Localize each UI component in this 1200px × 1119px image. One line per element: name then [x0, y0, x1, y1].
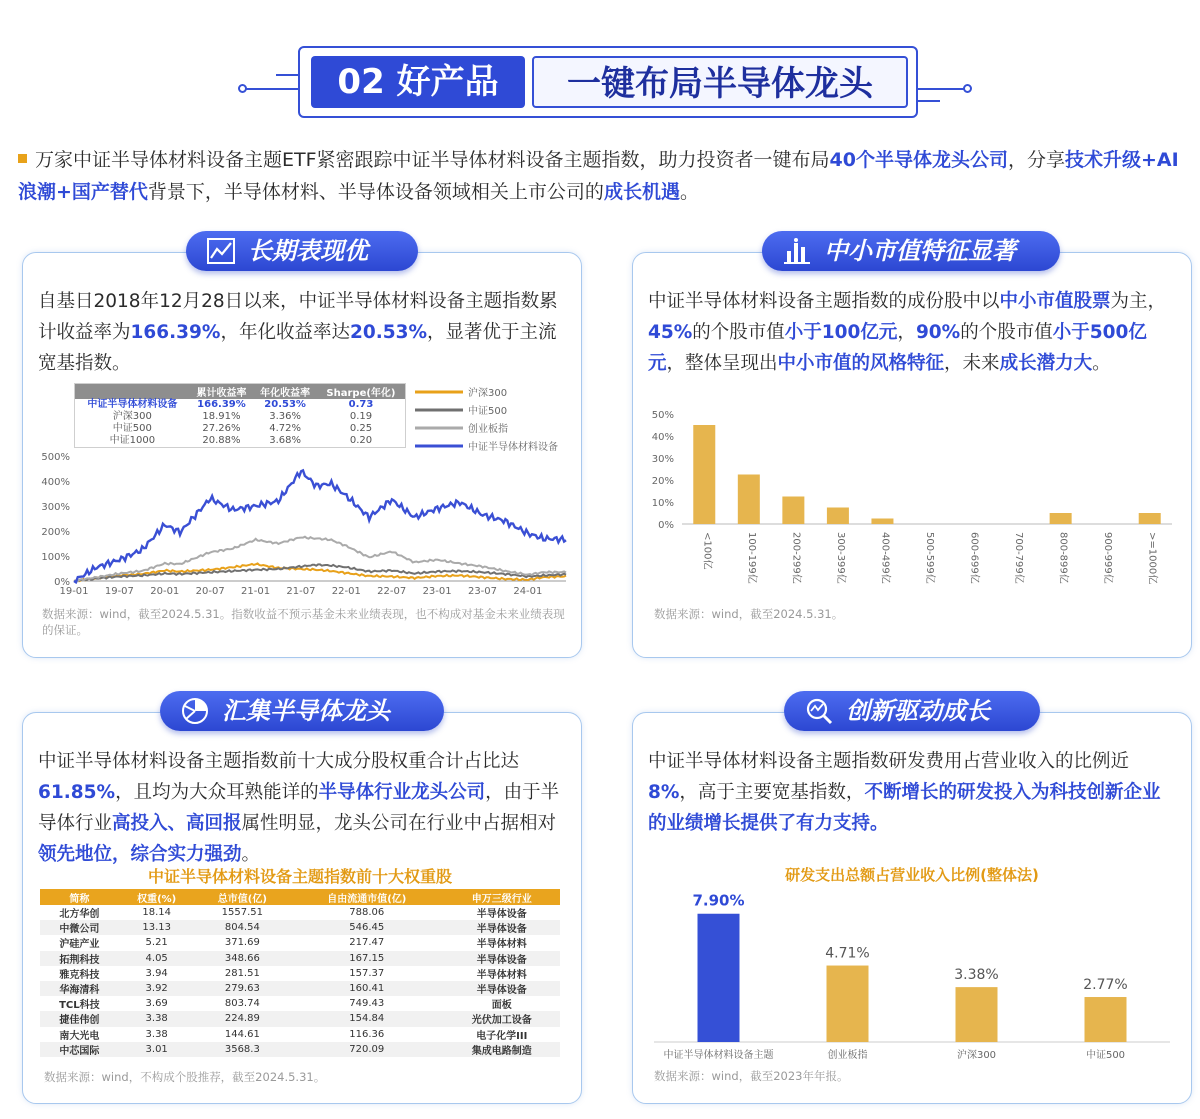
- panel3-title: 汇集半导体龙头: [222, 697, 390, 725]
- y-tick-label: 0%: [658, 520, 674, 531]
- text: 。: [241, 844, 261, 865]
- table-header: 年化收益率: [253, 384, 317, 400]
- text: 中证半导体材料设备主题指数前十大成分股权重合计占比达: [38, 751, 520, 772]
- cell: 0.25: [349, 423, 373, 434]
- cell: 3.94: [145, 967, 168, 979]
- intro-text: 万家中证半导体材料设备主题ETF紧密跟踪中证半导体材料设备主题指数，助力投资者一键布局: [35, 149, 830, 171]
- cell: 面板: [491, 1000, 512, 1012]
- panel2-text: [648, 286, 1178, 379]
- x-tick-label: 中证半导体材料设备主题: [663, 1050, 774, 1061]
- text: ，且均为大众耳熟能详的: [115, 782, 319, 803]
- panel4-text: [648, 746, 1178, 839]
- bar: [1050, 513, 1072, 524]
- cell: 半导体材料: [476, 939, 527, 951]
- cell: 157.37: [349, 967, 385, 979]
- table-header: 申万三级行业: [444, 889, 560, 905]
- cell: 中证半导体材料设备: [87, 399, 178, 410]
- x-tick-label: 400-499亿: [879, 532, 891, 584]
- panel4-title: 创新驱动成长: [846, 697, 990, 725]
- header-line-left-top: [276, 74, 300, 76]
- bar: [827, 966, 869, 1042]
- text: ，未来: [944, 353, 1000, 374]
- y-tick-label: 300%: [41, 502, 70, 513]
- text: 的个股市值: [960, 322, 1053, 343]
- y-tick-label: 10%: [651, 498, 674, 509]
- x-tick-label: 24-01: [513, 586, 543, 597]
- text: 属性明显，龙头公司在行业中占据相对: [241, 813, 557, 834]
- header-line-left: [246, 88, 300, 90]
- text: 为主，: [1110, 291, 1167, 312]
- magnifier-chart-icon: [804, 697, 834, 725]
- cell: 18.91%: [202, 411, 241, 422]
- intro-highlight: 成长机遇: [603, 181, 680, 203]
- y-tick-label: 200%: [41, 527, 70, 538]
- legend-label: 创业板指: [468, 424, 508, 435]
- cell: 788.06: [349, 907, 385, 919]
- cell: 749.43: [349, 998, 385, 1010]
- y-tick-label: 50%: [651, 410, 674, 421]
- highlight: 45%: [648, 322, 693, 343]
- header-line-right: [916, 88, 966, 90]
- cell: 沪硅产业: [59, 939, 100, 951]
- table-header: Sharpe(年化): [317, 384, 406, 400]
- cell: 光伏加工设备: [444, 1011, 560, 1026]
- highlight: 不断增长的研发投入为科技创新企业的业绩增长提供了有力支持。: [648, 782, 1161, 834]
- bar-chart-icon: [782, 237, 812, 265]
- cell: 中证1000: [109, 435, 156, 446]
- table-header: 总市值(亿): [195, 889, 290, 905]
- x-tick-label: 中证500: [1085, 1050, 1126, 1061]
- intro-paragraph: [18, 144, 1190, 208]
- pie-chart-icon: [180, 697, 210, 725]
- text: ，显著优于主流宽基指数。: [38, 322, 557, 374]
- x-tick-label: 创业板指: [827, 1050, 868, 1061]
- cell: 3.36%: [269, 411, 301, 422]
- cell: 半导体设备: [444, 981, 560, 996]
- cell: 半导体设备: [444, 951, 560, 966]
- cell: 3.38: [119, 1011, 195, 1026]
- text: ，年化收益率达: [220, 322, 350, 343]
- bar: [827, 508, 849, 525]
- cell: 144.61: [224, 1028, 260, 1040]
- x-tick-label: 22-07: [377, 586, 407, 597]
- x-tick-label: >=1000亿: [1146, 532, 1158, 585]
- bar: [1139, 513, 1161, 524]
- header-dot-right: [963, 84, 972, 93]
- table-row: [40, 981, 560, 996]
- cell: 167.15: [290, 951, 444, 966]
- text: 的个股市值: [692, 322, 785, 343]
- highlight: 高投入、高回报: [112, 813, 242, 834]
- panel3-title-pill: [160, 691, 444, 731]
- x-tick-label: <100亿: [701, 532, 713, 570]
- cell: 279.63: [195, 981, 290, 996]
- cell: 3.92: [119, 981, 195, 996]
- rd-ratio-bar-chart: [640, 860, 1180, 1065]
- x-tick-label: 900-999亿: [1102, 532, 1114, 584]
- cell: 348.66: [195, 951, 290, 966]
- header-title: 一键布局半导体龙头: [532, 56, 908, 108]
- x-tick-label: 19-01: [59, 586, 89, 597]
- cell: 804.54: [195, 920, 290, 935]
- panel1-text: [38, 286, 566, 379]
- cell: 4.05: [119, 951, 195, 966]
- x-tick-label: 20-07: [195, 586, 225, 597]
- highlight: 领先地位，综合实力强劲: [38, 844, 242, 865]
- cell: 371.69: [224, 937, 260, 949]
- legend-label: 中证半导体材料设备: [468, 442, 558, 453]
- holdings-table-title: 中证半导体材料设备主题指数前十大权重股: [147, 867, 452, 886]
- cell: 南大光电: [59, 1030, 100, 1042]
- cell: 半导体材料: [476, 969, 527, 981]
- panel1-source: 数据来源：wind，截至2024.5.31。指数收益不预示基金未来业绩表现，也不构成对基金未来业绩表现的保证。: [42, 607, 565, 637]
- y-tick-label: 500%: [41, 452, 70, 463]
- text: 中证半导体材料设备主题指数研发费用占营业收入的比例近: [648, 751, 1130, 772]
- table-row: [40, 951, 560, 966]
- chart-title: 研发支出总额占营业收入比例(整体法): [785, 866, 1039, 884]
- cell: 20.88%: [202, 435, 241, 446]
- cell: 13.13: [119, 920, 195, 935]
- cell: 5.21: [145, 937, 168, 949]
- panel4-title-pill: [784, 691, 1040, 731]
- cell: 北方华创: [59, 909, 100, 921]
- panel2-title-pill: [762, 231, 1060, 271]
- bar: [871, 519, 893, 525]
- highlight: 166.39%: [130, 322, 221, 343]
- cell: 154.84: [290, 1011, 444, 1026]
- table-header: 自由流通市值(亿): [290, 889, 444, 905]
- cell: 166.39%: [197, 399, 246, 410]
- legend-label: 中证500: [468, 406, 508, 417]
- text: 中证半导体材料设备主题指数的成份股中以: [648, 291, 1000, 312]
- cell: 160.41: [290, 981, 444, 996]
- cell: 半导体设备: [476, 909, 527, 921]
- y-tick-label: 30%: [651, 454, 674, 465]
- cell: 0.19: [349, 411, 373, 422]
- cell: 27.26%: [202, 423, 241, 434]
- cell: 3.69: [145, 998, 168, 1010]
- cell: 0.73: [348, 399, 374, 410]
- cell: 中微公司: [40, 920, 119, 935]
- highlight: 中小市值的风格特征: [777, 353, 945, 374]
- table-header: 累计收益率: [190, 384, 254, 400]
- table-row: [40, 966, 560, 981]
- data-label: 7.90%: [692, 891, 745, 910]
- y-tick-label: 20%: [651, 476, 674, 487]
- cell: 116.36: [349, 1028, 385, 1040]
- table-row: [40, 1027, 560, 1042]
- intro-text: ，分享: [1008, 149, 1066, 171]
- x-tick-label: 700-799亿: [1013, 532, 1025, 584]
- x-tick-label: 23-01: [422, 586, 452, 597]
- x-tick-label: 600-699亿: [968, 532, 980, 584]
- legend-label: 沪深300: [468, 388, 508, 399]
- header-line-right-bottom: [916, 100, 940, 102]
- bar: [738, 475, 760, 525]
- line-chart-icon: [206, 237, 236, 265]
- table-row: [40, 935, 560, 950]
- cell: 中证500: [112, 423, 152, 434]
- x-tick-label: 19-07: [104, 586, 134, 597]
- cell: 集成电路制造: [444, 1042, 560, 1057]
- y-tick-label: 0%: [54, 577, 70, 588]
- cell: 546.45: [290, 920, 444, 935]
- cell: 224.89: [195, 1011, 290, 1026]
- table-row: [40, 996, 560, 1011]
- cell: 捷佳伟创: [40, 1011, 119, 1026]
- header-section-number: 02 好产品: [311, 56, 525, 108]
- bullet-icon: [18, 154, 27, 163]
- intro-highlight: 40个半导体龙头公司: [829, 149, 1008, 171]
- bar: [782, 497, 804, 525]
- highlight: 90%: [915, 322, 961, 343]
- table-row: [40, 920, 560, 935]
- panel1-title-pill: [186, 231, 418, 271]
- highlight: 8%: [648, 782, 680, 803]
- cell: 803.74: [224, 998, 260, 1010]
- market-cap-bar-chart: [640, 400, 1180, 600]
- x-tick-label: 21-07: [286, 586, 316, 597]
- table-header: 权重(%): [119, 889, 195, 905]
- x-tick-label: 22-01: [331, 586, 361, 597]
- table-row: [40, 905, 560, 920]
- x-tick-label: 300-399亿: [834, 532, 846, 584]
- panel1-title: 长期表现优: [248, 237, 368, 265]
- highlight: 半导体行业龙头公司: [318, 782, 486, 803]
- cell: 217.47: [349, 937, 385, 949]
- bar: [1085, 997, 1127, 1042]
- cell: 3568.3: [195, 1042, 290, 1057]
- data-label: 4.71%: [825, 945, 870, 962]
- text: ，由于半导体行业: [38, 782, 560, 834]
- x-tick-label: 800-899亿: [1057, 532, 1069, 584]
- panel3-text: [38, 746, 566, 870]
- cell: 281.51: [224, 967, 260, 979]
- cell: 18.14: [142, 907, 171, 919]
- highlight: 成长潜力大: [999, 353, 1093, 374]
- cell: 3.01: [119, 1042, 195, 1057]
- cell: 0.20: [349, 435, 373, 446]
- y-tick-label: 40%: [651, 432, 674, 443]
- x-tick-label: 沪深300: [956, 1050, 997, 1061]
- x-tick-label: 100-199亿: [745, 532, 757, 584]
- x-tick-label: 21-01: [241, 586, 271, 597]
- table-row: [40, 1011, 560, 1026]
- x-tick-label: 20-01: [150, 586, 180, 597]
- panel2-title: 中小市值特征显著: [824, 237, 1016, 265]
- bar: [956, 987, 998, 1042]
- cell: 雅克科技: [59, 969, 100, 981]
- cell: 3.38: [145, 1028, 168, 1040]
- intro-text: 。: [679, 181, 699, 203]
- data-label: 3.38%: [954, 967, 999, 984]
- text: ，整体呈现出: [666, 353, 778, 374]
- performance-line-chart: [30, 380, 575, 600]
- cell: 中芯国际: [40, 1042, 119, 1057]
- panel2-source: 数据来源：wind，截至2024.5.31。: [654, 607, 844, 621]
- table-row: [40, 1042, 560, 1057]
- highlight: 61.85%: [38, 782, 116, 803]
- cell: 720.09: [290, 1042, 444, 1057]
- bar: [693, 425, 715, 524]
- table-header: 简称: [40, 889, 119, 905]
- highlight: 20.53%: [349, 322, 428, 343]
- cell: 1557.51: [221, 907, 264, 919]
- highlight: 小于500亿元: [648, 322, 1147, 374]
- cell: 4.72%: [269, 423, 301, 434]
- cell: 20.53%: [264, 399, 306, 410]
- x-tick-label: 500-599亿: [924, 532, 935, 584]
- header-dot-left: [238, 84, 247, 93]
- holdings-table: [40, 889, 560, 1057]
- cell: 3.68%: [269, 435, 301, 446]
- x-tick-label: 23-07: [467, 586, 498, 597]
- y-tick-label: 400%: [41, 477, 70, 488]
- cell: 半导体设备: [444, 920, 560, 935]
- x-tick-label: 200-299亿: [790, 532, 802, 584]
- intro-highlight: 技术升级+AI浪潮+国产替代: [18, 149, 1179, 203]
- cell: 拓荆科技: [40, 951, 119, 966]
- intro-text: 背景下，半导体材料、半导体设备领域相关上市公司的: [147, 181, 604, 203]
- data-label: 2.77%: [1083, 977, 1128, 994]
- bar: [698, 914, 740, 1042]
- text: 。: [1092, 353, 1111, 374]
- panel4-source: 数据来源：wind，截至2023年年报。: [654, 1069, 849, 1083]
- text: 自基日2018年12月28日以来，中证半导体材料设备主题指数累计收益率为: [38, 291, 558, 343]
- panel3-source: 数据来源：wind，不构成个股推荐，截至2024.5.31。: [44, 1070, 326, 1084]
- text: ，: [897, 322, 916, 343]
- highlight: 中小市值股票: [999, 291, 1111, 312]
- cell: TCL科技: [59, 1000, 100, 1012]
- highlight: 小于100亿元: [784, 322, 898, 343]
- cell: 沪深300: [112, 411, 152, 422]
- y-tick-label: 100%: [41, 552, 70, 563]
- cell: 华海清科: [40, 981, 119, 996]
- cell: 电子化学III: [476, 1030, 528, 1042]
- text: ，高于主要宽基指数，: [679, 782, 865, 803]
